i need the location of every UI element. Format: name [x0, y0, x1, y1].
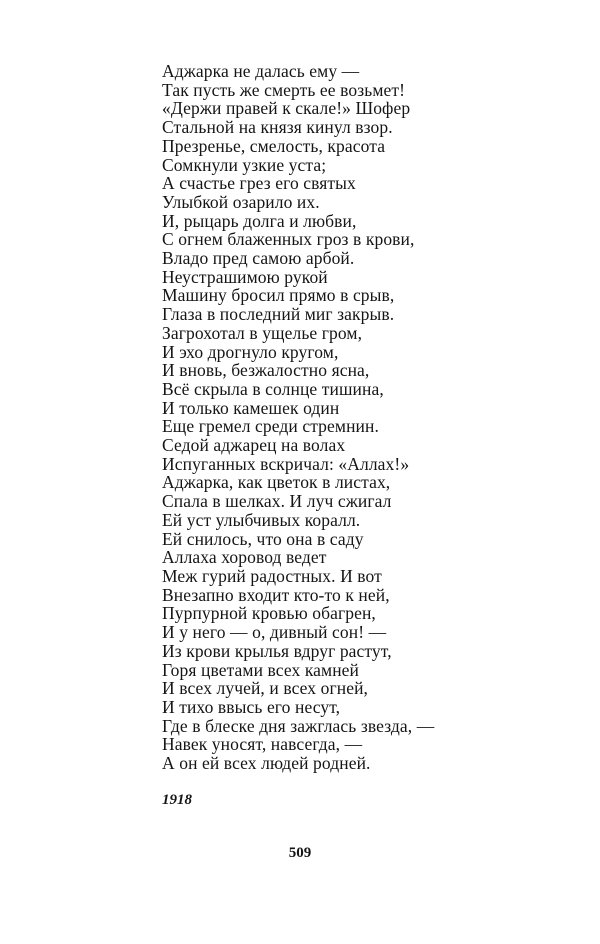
poem-line: И, рыцарь долга и любви, [162, 210, 357, 231]
poem-line: Где в блеске дня зажглась звезда, — [162, 715, 435, 736]
poem-line: Седой аджарец на волах [162, 435, 346, 456]
poem-line: Аджарка, как цветок в листах, [162, 472, 391, 493]
poem-line: Меж гурий радостных. И вот [162, 565, 382, 586]
poem-line: Аллаха хоровод ведет [162, 547, 327, 568]
poem-line: Испуганных вскричал: «Аллах!» [162, 453, 410, 474]
poem-line: Сомкнули узкие уста; [162, 154, 327, 175]
poem-line: С огнем блаженных гроз в крови, [162, 229, 415, 250]
poem-line: А счастье грез его святых [162, 173, 356, 194]
poem-line: Горя цветами всех камней [162, 659, 360, 680]
poem-line: Всё скрыла в солнце тишина, [162, 378, 384, 399]
poem-line: Ей снилось, что она в саду [162, 528, 364, 549]
poem-line: И всех лучей, и всех огней, [162, 678, 369, 699]
poem-line: Аджарка не далась ему — [162, 61, 360, 81]
poem-line: И тихо ввысь его несут, [162, 696, 341, 717]
poem-line: И у него — о, дивный сон! — [162, 622, 387, 643]
poem-line: И только камешек один [162, 397, 340, 418]
poem-line: Еще гремел среди стремнин. [162, 416, 379, 437]
poem-line: Улыбкой озарило их. [162, 191, 320, 212]
poem-line: И эхо дрогнуло кругом, [162, 341, 339, 362]
poem-line: Пурпурной кровью обагрен, [162, 603, 376, 624]
poem-line: Владо пред самою арбой. [162, 248, 355, 269]
poem-line: Машину бросил прямо в срыв, [162, 285, 395, 306]
poem-line: А он ей всех людей родней. [162, 753, 371, 774]
poem-line: Внезапно входит кто-то к ней, [162, 584, 390, 605]
poem-line: Спала в шелках. И луч сжигал [162, 491, 392, 512]
poem-line: Неустрашимою рукой [162, 266, 328, 287]
poem-line: Презренье, смелость, красота [162, 135, 386, 156]
poem-text [162, 62, 462, 773]
page-number: 509 [288, 845, 312, 861]
poem-year: 1918 [162, 792, 192, 808]
poem-line: Ей уст улыбчивых коралл. [162, 509, 361, 530]
poem-line: Так пусть же смерть ее возьмет! [162, 79, 406, 100]
poem-line: Глаза в последний миг закрыв. [162, 304, 395, 325]
poem-line: «Держи правей к скале!» Шофер [162, 98, 411, 119]
poem-line: Из крови крылья вдруг растут, [162, 640, 392, 661]
poem-line: Навек уносят, навсегда, — [162, 734, 363, 755]
poem-line: Стальной на князя кинул взор. [162, 117, 393, 138]
poem-line: И вновь, безжалостно ясна, [162, 360, 370, 381]
poem-line: Загрохотал в ущелье гром, [162, 322, 363, 343]
